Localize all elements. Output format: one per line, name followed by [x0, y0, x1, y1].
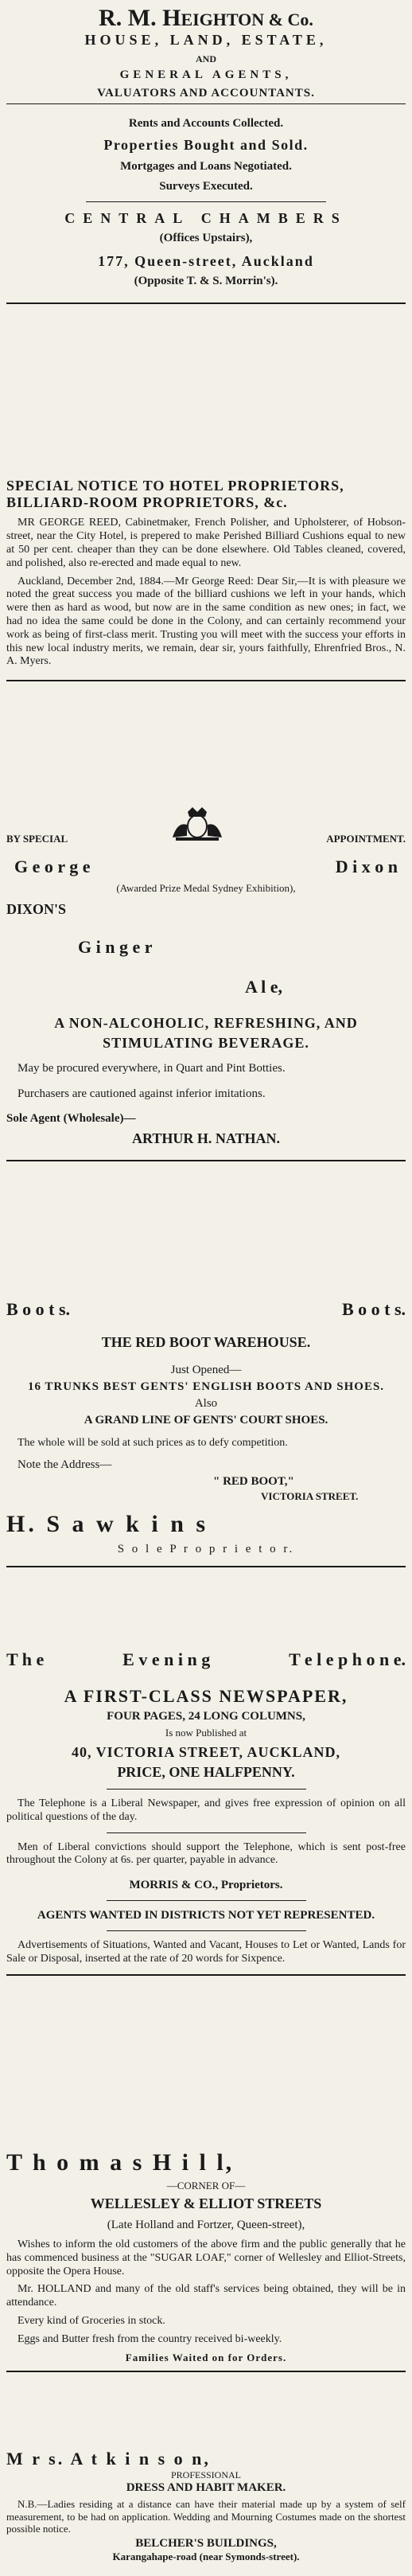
- heighton-address: 177, Queen-street, Auckland: [98, 253, 314, 269]
- sold-line: The whole will be sold at such prices as to defy competition.: [17, 1437, 288, 1449]
- telephone-proprietors: MORRIS & CO., Proprietors.: [129, 1879, 283, 1892]
- dixon-george: G e o r g e: [14, 857, 91, 876]
- telephone-title-row: [6, 1649, 406, 1670]
- dixon-by-special: BY SPECIAL: [6, 833, 68, 845]
- telephone-the: T h e: [6, 1649, 45, 1669]
- telephone-telephone: T e l e p h o n e.: [289, 1649, 406, 1669]
- victoria-street: VICTORIA STREET.: [261, 1489, 359, 1502]
- sawkins-name: H. S a w k i n s: [6, 1510, 209, 1537]
- just-opened: Just Opened—: [170, 1364, 242, 1376]
- atkinson-advert: [6, 2444, 406, 2576]
- dixon-ale: A l e,: [245, 977, 283, 997]
- dixon-awarded: (Awarded Prize Medal Sydney Exhibition),: [116, 882, 296, 894]
- divider: [107, 1900, 306, 1901]
- telephone-first-class: A FIRST-CLASS NEWSPAPER,: [64, 1686, 348, 1706]
- reed-heading: SPECIAL NOTICE TO HOTEL PROPRIETORS, BILLIARD-ROOM PROPRIETORS, &c.: [6, 478, 344, 510]
- thomas-hill-name: T h o m a s H i l l,: [6, 2149, 235, 2176]
- divider: [107, 1789, 306, 1790]
- red-boot-name: " RED BOOT,": [213, 1474, 294, 1488]
- dixon-possessive: DIXON'S: [6, 901, 67, 917]
- dixon-advert: [6, 796, 406, 1290]
- telephone-para2: Men of Liberal convictions should support the Telephone, which is sent post-free throughout the Colony at 6s. per quarter, payable in advance.: [6, 1840, 406, 1867]
- divider: [6, 302, 406, 304]
- heighton-svc4: Surveys Executed.: [159, 180, 253, 193]
- dixon-procured: May be procured everywhere, in Quart and Pint Botties.: [17, 1062, 286, 1075]
- court-shoes-line: A GRAND LINE OF GENTS' COURT SHOES.: [84, 1414, 328, 1427]
- telephone-address: 40, VICTORIA STREET, AUCKLAND,: [71, 1744, 341, 1760]
- telephone-evening: E v e n i n g: [122, 1649, 211, 1669]
- heighton-opposite: (Opposite T. & S. Morrin's).: [134, 275, 278, 287]
- divider: [86, 201, 325, 202]
- dixon-caution: Purchasers are cautioned against inferior imitations.: [17, 1087, 266, 1100]
- heighton-line3: VALUATORS AND ACCOUNTANTS.: [97, 87, 315, 100]
- divider: [6, 680, 406, 681]
- thomas-hill-para3: Every kind of Groceries in stock.: [17, 2314, 165, 2327]
- atkinson-buildings: BELCHER'S BUILDINGS,: [135, 2536, 277, 2550]
- thomas-hill-para4: Eggs and Butter fresh from the country received bi-weekly.: [17, 2332, 282, 2345]
- dixon-appointment-row: [6, 806, 406, 845]
- atkinson-para: N.B.—Ladies residing at a distance can have their material made up by a system of self measurement, to be had on application. Wedding and Mourning Costumes made on the shortest possible notice.: [6, 2498, 406, 2535]
- thomas-hill-advert: [6, 2141, 406, 2444]
- thomas-hill-corner: —CORNER OF—: [166, 2180, 246, 2192]
- divider: [6, 1566, 406, 1567]
- heighton-line2: GENERAL AGENTS,: [119, 68, 293, 81]
- divider: [6, 2371, 406, 2372]
- heighton-title-initials: R. M. H: [99, 5, 181, 31]
- reed-advert: [6, 470, 406, 796]
- royal-crest-icon: [169, 806, 225, 842]
- telephone-agents: AGENTS WANTED IN DISTRICTS NOT YET REPRESENTED.: [37, 1909, 375, 1922]
- sole-proprietor: S o l e P r o p r i e t o r.: [117, 1542, 295, 1555]
- atkinson-professional: PROFESSIONAL: [170, 2469, 242, 2480]
- reed-para1: MR GEORGE REED, Cabinetmaker, French Polisher, and Upholsterer, of Hobson-street, near the City Hotel, is prepered to make Perished Billiard Cushions equal to new at 50 per cent. cheaper than they can be done elsewhere. Old Tables cleaned, covered, and polished, also re-erected and made equal to new.: [6, 517, 406, 569]
- telephone-adverts: Advertisements of Situations, Wanted and Vacant, Houses to Let or Wanted, Lands for Sale or Disposal, inserted at the rate of 20 words for Sixpence.: [6, 1939, 406, 1965]
- dixon-name-row: [6, 857, 406, 877]
- dixon-agent-name: ARTHUR H. NATHAN.: [131, 1130, 281, 1146]
- heighton-and: AND: [196, 53, 216, 64]
- atkinson-road: Karangahape-road (near Symonds-street).: [112, 2550, 300, 2562]
- heighton-offices: (Offices Upstairs),: [159, 232, 253, 244]
- thomas-hill-para1: Wishes to inform the old customers of the above firm and the public generally that he has commenced business at the "SUGAR LOAF," corner of Wellesley and Elliot-Streets, opposite the Opera House.: [6, 2238, 406, 2277]
- divider: [6, 1974, 406, 1976]
- heighton-title-rest: EIGHTON & Co.: [181, 10, 313, 29]
- boots-heading-row: [6, 1299, 406, 1320]
- telephone-published: Is now Published at: [165, 1727, 247, 1739]
- note-address: Note the Address—: [17, 1458, 112, 1471]
- boots-left: B o o t s.: [6, 1299, 71, 1319]
- telephone-para1: The Telephone is a Liberal Newspaper, and gives free expression of opinion on all political questions of the day.: [6, 1797, 406, 1823]
- evening-telephone-advert: [6, 1640, 406, 2141]
- dixon-agent: Sole Agent (Wholesale)—: [6, 1112, 136, 1125]
- heighton-title: [6, 5, 406, 32]
- also-line: Also: [194, 1397, 218, 1410]
- heighton-advert: [6, 0, 406, 470]
- red-boot-warehouse: THE RED BOOT WAREHOUSE.: [101, 1334, 311, 1350]
- thomas-hill-late: (Late Holland and Fortzer, Queen-street),: [107, 2219, 305, 2231]
- dixon-desc2: STIMULATING BEVERAGE.: [103, 1035, 309, 1051]
- dixon-surname: D i x o n: [335, 857, 398, 876]
- reed-para2: Auckland, December 2nd, 1884.—Mr George Reed: Dear Sir,—It is with pleasure we noted the great success you made of the billiard cushions we left in your hands, which were then as hard as wood, but now are in the same condition as new ones; in fact, we had no idea the same could be done in the Colony, and can certainly recommend your work as being of first-class merit. Trusting you will meet with the success your efforts in this new local industry merits, we remain, dear sir, yours faithfully, Ehrenfried Bros., N. A. Myers.: [6, 575, 406, 668]
- heighton-svc3: Mortgages and Loans Negotiated.: [120, 160, 292, 173]
- telephone-price: PRICE, ONE HALFPENNY.: [117, 1764, 295, 1780]
- heighton-svc1: Rents and Accounts Collected.: [128, 117, 284, 130]
- thomas-hill-para2: Mr. HOLLAND and many of the old staff's services being obtained, they will be in attendance.: [6, 2283, 406, 2309]
- heighton-chambers: CENTRAL CHAMBERS: [64, 210, 348, 226]
- atkinson-name: M r s. A t k i n s o n,: [6, 2449, 211, 2469]
- heighton-line1: HOUSE, LAND, ESTATE,: [84, 32, 328, 48]
- telephone-pages: FOUR PAGES, 24 LONG COLUMNS,: [107, 1710, 305, 1723]
- heighton-svc2: Properties Bought and Sold.: [103, 137, 309, 153]
- trunks-line: 16 TRUNKS BEST GENTS' ENGLISH BOOTS AND SHOES.: [27, 1380, 385, 1393]
- boots-right: B o o t s.: [341, 1299, 406, 1319]
- divider: [107, 1930, 306, 1931]
- atkinson-dress: DRESS AND HABIT MAKER.: [126, 2481, 286, 2494]
- divider: [6, 103, 406, 104]
- dixon-ginger: G i n g e r: [78, 937, 153, 957]
- sawkins-advert: [6, 1290, 406, 1640]
- divider: [6, 1160, 406, 1161]
- divider: [107, 1832, 306, 1833]
- dixon-desc1: A NON-ALCOHOLIC, REFRESHING, AND: [54, 1015, 358, 1031]
- thomas-hill-streets: WELLESLEY & ELLIOT STREETS: [90, 2195, 322, 2211]
- dixon-appointment: APPOINTMENT.: [326, 833, 406, 845]
- thomas-hill-families: Families Waited on for Orders.: [125, 2351, 287, 2363]
